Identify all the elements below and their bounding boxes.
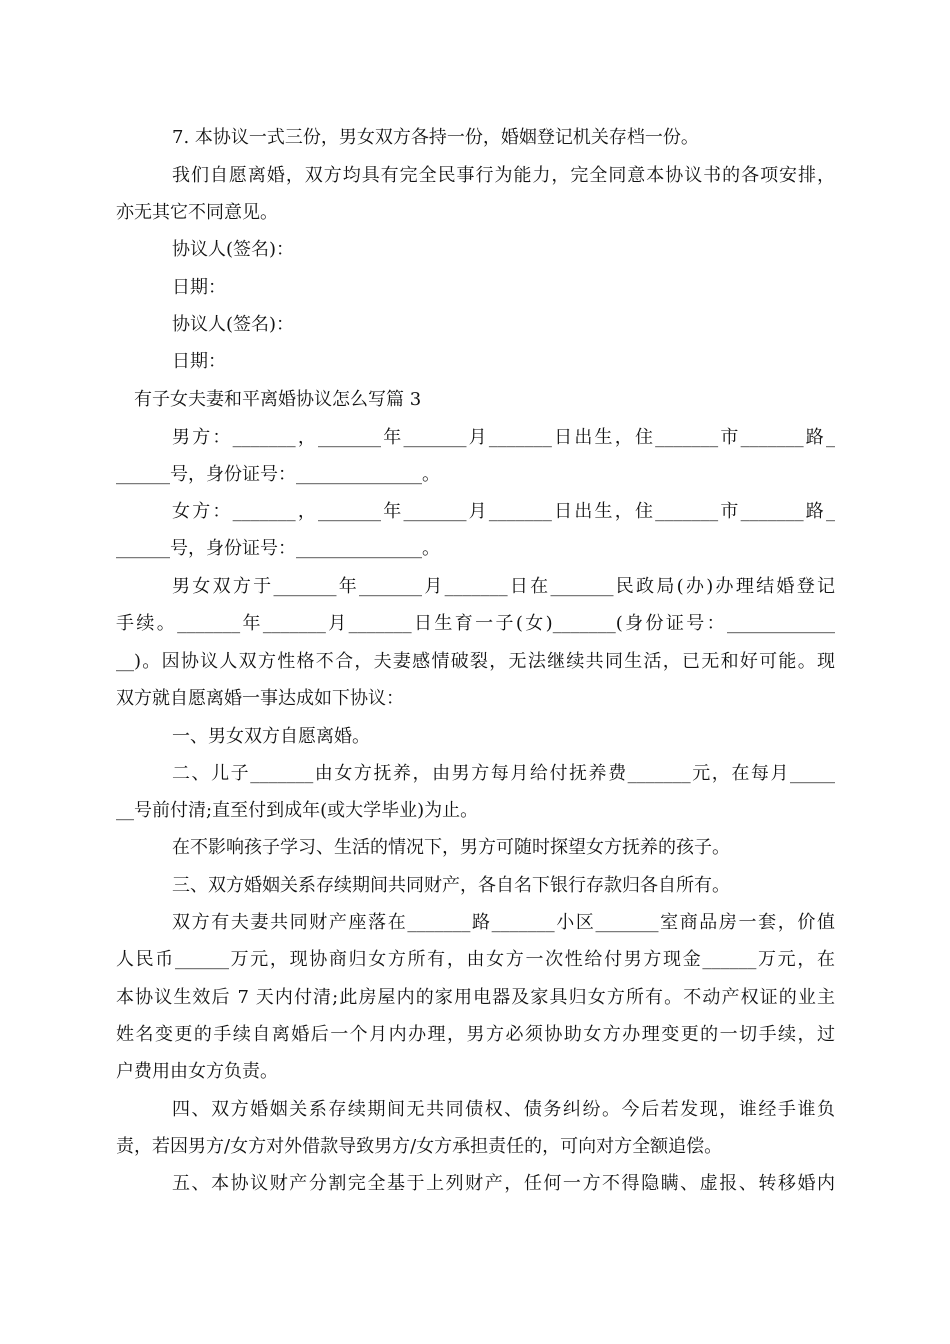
signature-label-2: 协议人(签名)： <box>172 314 295 335</box>
clause-5-line-1: 五、本协议财产分割完全基于上列财产，任何一方不得隐瞒、虚报、转移婚内 <box>172 1173 835 1194</box>
visitation-paragraph: 在不影响孩子学习、生活的情况下，男方可随时探望女方抚养的孩子。 <box>172 837 730 858</box>
clause-4-line-2: 责，若因男方/女方对外借款导致男方/女方承担责任的，可向对方全额追偿。 <box>116 1136 723 1157</box>
voluntary-statement-line-1: 我们自愿离婚，双方均具有完全民事行为能力，完全同意本协议书的各项安排， <box>172 165 835 186</box>
property-paragraph-line-5: 户费用由女方负责。 <box>116 1061 278 1082</box>
marriage-paragraph-line-1: 男女双方于_______年_______月_______日在_______民政局(办)办理结婚登记 <box>172 576 835 597</box>
clause-1: 一、男女双方自愿离婚。 <box>172 726 370 747</box>
male-party-line-2: ______号，身份证号：______________。 <box>116 464 440 485</box>
signature-label-1: 协议人(签名)： <box>172 239 295 260</box>
marriage-paragraph-line-4: 双方就自愿离婚一事达成如下协议： <box>116 688 404 709</box>
date-label-2: 日期： <box>172 351 226 372</box>
property-paragraph-line-1: 双方有夫妻共同财产座落在_______路_______小区_______室商品房一套，价值 <box>172 912 835 933</box>
property-paragraph-line-3: 本协议生效后 7 天内付清;此房屋内的家用电器及家具归女方所有。不动产权证的业主 <box>116 987 835 1008</box>
property-paragraph-line-4: 姓名变更的手续自离婚后一个月内办理，男方必须协助女方办理变更的一切手续，过 <box>116 1024 835 1045</box>
date-label-1: 日期： <box>172 277 226 298</box>
clause-7-copies: 7. 本协议一式三份，男女双方各持一份，婚姻登记机关存档一份。 <box>172 127 699 148</box>
marriage-paragraph-line-2: 手续。_______年_______月_______日生育一子(女)_______(身份证号：____________ <box>116 613 835 634</box>
section-heading: 有子女夫妻和平离婚协议怎么写篇 3 <box>134 389 422 410</box>
property-paragraph-line-2: 人民币______万元，现协商归女方所有，由女方一次性给付男方现金______万元，在 <box>116 949 835 970</box>
female-party-line-2: ______号，身份证号：______________。 <box>116 538 440 559</box>
clause-2-line-1: 二、儿子_______由女方抚养，由男方每月给付抚养费_______元，在每月_____ <box>172 763 835 784</box>
male-party-line-1: 男方：_______，_______年_______月_______日出生，住_______市_______路_ <box>172 427 835 448</box>
clause-3: 三、双方婚姻关系存续期间共同财产，各自名下银行存款归各自所有。 <box>172 875 730 896</box>
clause-2-line-2: __号前付清;直至付到成年(或大学毕业)为止。 <box>116 800 479 821</box>
clause-4-line-1: 四、双方婚姻关系存续期间无共同债权、债务纠纷。今后若发现，谁经手谁负 <box>172 1099 835 1120</box>
voluntary-statement-line-2: 亦无其它不同意见。 <box>116 202 278 223</box>
marriage-paragraph-line-3: __)。因协议人双方性格不合，夫妻感情破裂，无法继续共同生活，已无和好可能。现 <box>116 651 835 672</box>
female-party-line-1: 女方：_______，_______年_______月_______日出生，住_______市_______路_ <box>172 501 835 522</box>
